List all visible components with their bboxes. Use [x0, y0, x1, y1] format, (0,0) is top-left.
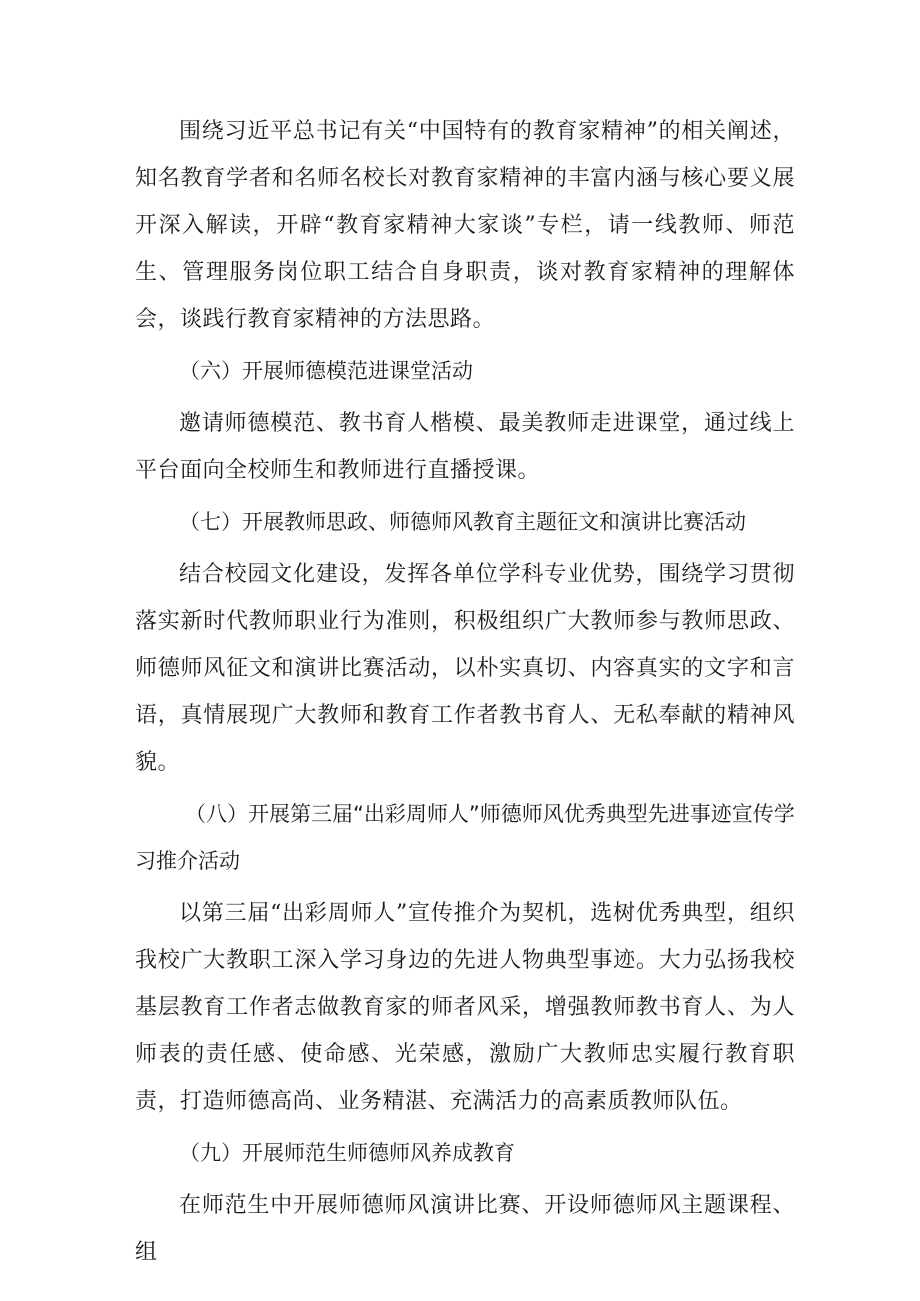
paragraph-section-8: 以第三届“出彩周师人”宣传推介为契机，选树优秀典型，组织我校广大教职工深入学习身边的先进人物典型事迹。大力弘扬我校基层教育工作者志做教育家的师者风采，增强教师教书育人、为人师表的责任感、使命感、光荣感，激励广大教师忠实履行教育职责，打造师德高尚、业务精湛、充满活力的高素质教师队伍。: [135, 901, 795, 1114]
paragraph-section-7: 结合校园文化建设，发挥各单位学科专业优势，围绕学习贯彻落实新时代教师职业行为准则，积极组织广大教师参与教师思政、师德师风征文和演讲比赛活动，以朴实真切、内容真实的文字和言语，真情展现广大教师和教育工作者教书育人、无私奉献的精神风貌。: [135, 562, 795, 775]
paragraph-section-9: 在师范生中开展师德师风演讲比赛、开设师德师风主题课程、组: [135, 1193, 795, 1265]
document-body: [135, 108, 795, 1281]
heading-section-6: （六）开展师德模范进课堂活动: [179, 359, 473, 383]
paragraph-section-6: 邀请师德模范、教书育人楷模、最美教师走进课堂，通过线上平台面向全校师生和教师进行直播授课。: [135, 411, 795, 483]
heading-section-7: （七）开展教师思政、师德师风教育主题征文和演讲比赛活动: [179, 510, 746, 534]
heading-section-9: （九）开展师范生师德师风养成教育: [179, 1141, 515, 1165]
heading-section-8: （八）开展第三届“出彩周师人”师德师风优秀典型先进事迹宣传学习推介活动: [135, 802, 795, 873]
paragraph-education-spirit: 围绕习近平总书记有关“中国特有的教育家精神”的相关阐述，知名教育学者和名师名校长对教育家精神的丰富内涵与核心要义展开深入解读，开辟“教育家精神大家谈”专栏，请一线教师、师范生、管理服务岗位职工结合自身职责，谈对教育家精神的理解体会，谈践行教育家精神的方法思路。: [135, 119, 795, 332]
